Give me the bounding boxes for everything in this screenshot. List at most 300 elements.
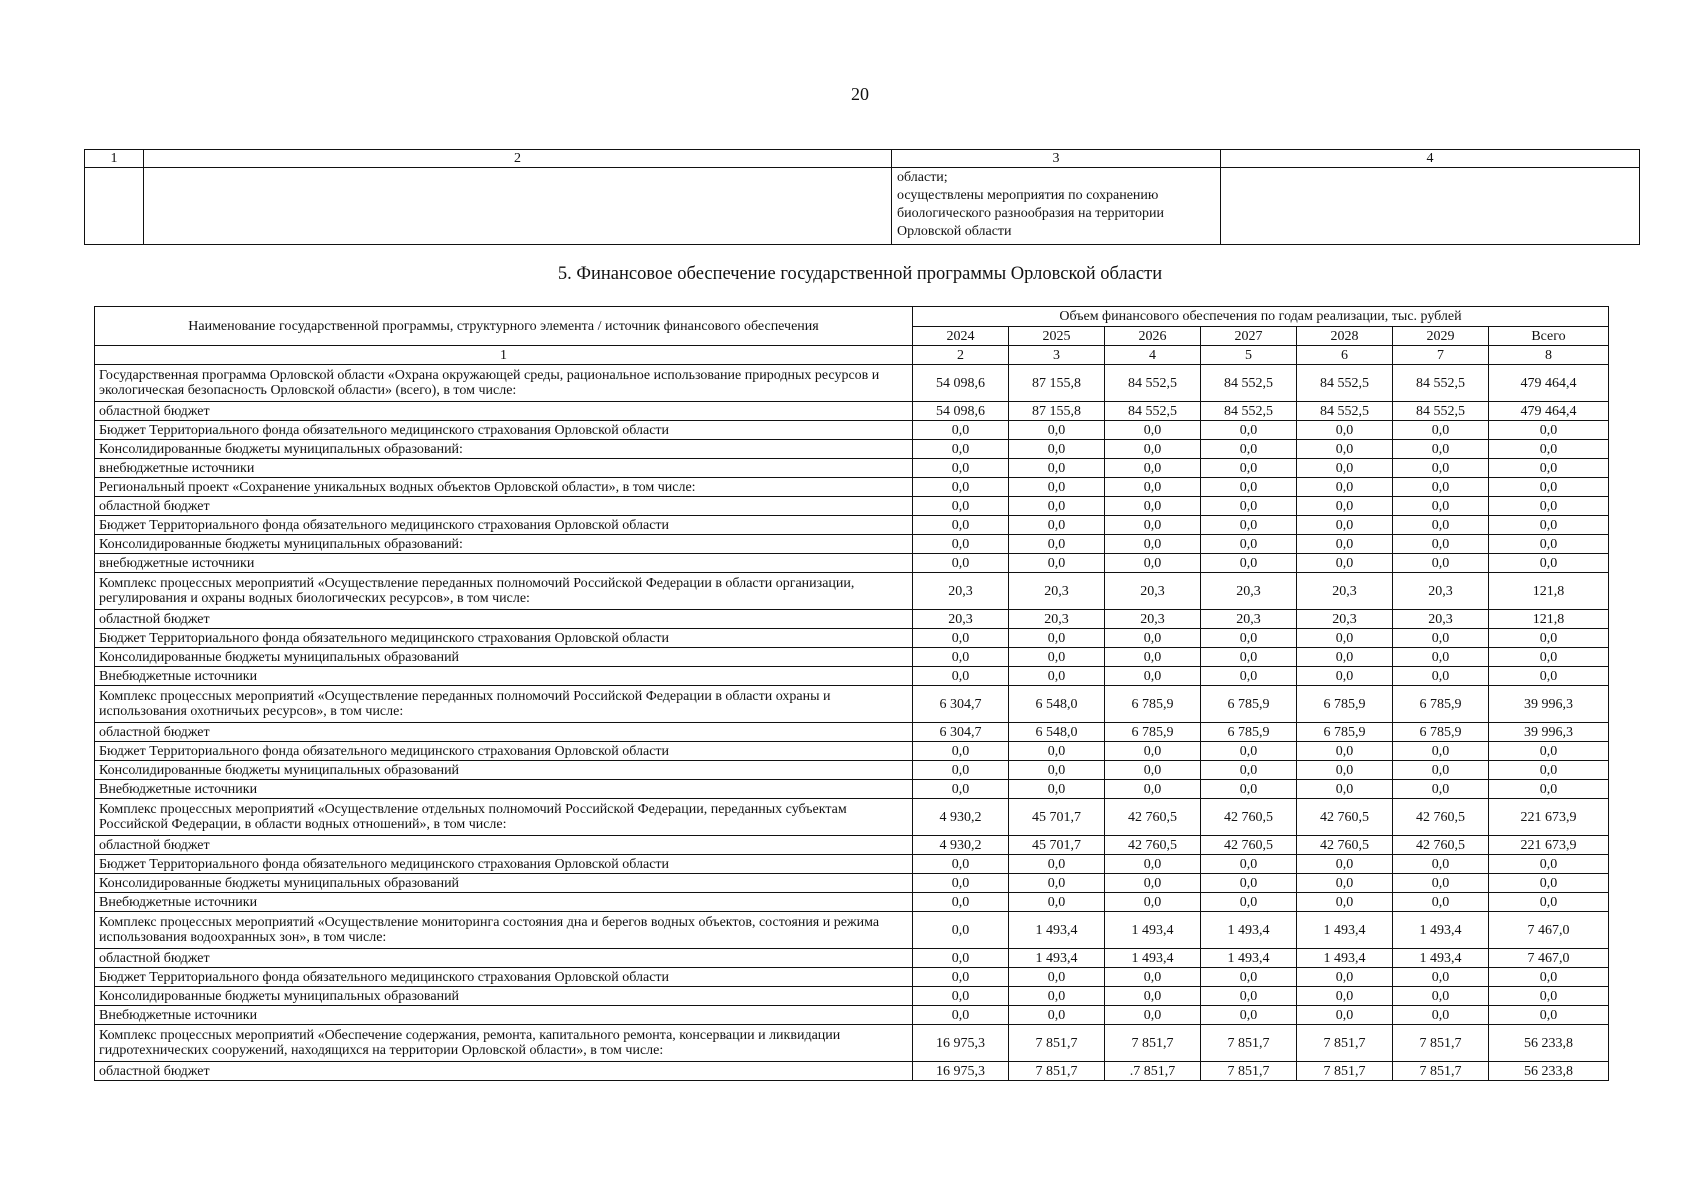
row-total-value: 0,0: [1489, 780, 1609, 799]
row-year-value: 0,0: [1201, 780, 1297, 799]
row-year-value: 0,0: [1105, 554, 1201, 573]
table-row: [95, 893, 1609, 912]
row-year-value: 0,0: [1393, 780, 1489, 799]
row-total-value: 0,0: [1489, 667, 1609, 686]
row-year-value: 0,0: [913, 535, 1009, 554]
row-year-value: 16 975,3: [913, 1062, 1009, 1081]
row-year-value: 20,3: [1201, 573, 1297, 610]
row-name: Комплекс процессных мероприятий «Осуществление мониторинга состояния дна и берегов водных объектов, состояния и режима использования водоохранных зон», в том числе:: [95, 912, 913, 949]
row-year-value: 0,0: [1393, 497, 1489, 516]
row-year-value: 0,0: [1009, 459, 1105, 478]
row-name: Бюджет Территориального фонда обязательного медицинского страхования Орловской области: [95, 968, 913, 987]
row-name: Внебюджетные источники: [95, 780, 913, 799]
row-year-value: 0,0: [1297, 497, 1393, 516]
row-year-value: 0,0: [913, 421, 1009, 440]
table-row: [95, 440, 1609, 459]
row-year-value: 0,0: [1297, 648, 1393, 667]
column-number: 4: [1105, 346, 1201, 365]
row-year-value: 0,0: [1105, 874, 1201, 893]
table-row: [95, 459, 1609, 478]
row-year-value: 0,0: [1297, 1006, 1393, 1025]
continuation-cell-4: [1221, 168, 1640, 245]
row-year-value: 7 851,7: [1297, 1025, 1393, 1062]
table-row: [95, 987, 1609, 1006]
row-total-value: 121,8: [1489, 610, 1609, 629]
row-year-value: 0,0: [1105, 497, 1201, 516]
row-year-value: 0,0: [1297, 459, 1393, 478]
row-year-value: 0,0: [1105, 667, 1201, 686]
row-year-value: 20,3: [1105, 573, 1201, 610]
table-row: [95, 1062, 1609, 1081]
row-year-value: 0,0: [913, 968, 1009, 987]
table-row: [95, 648, 1609, 667]
row-total-value: 0,0: [1489, 893, 1609, 912]
row-year-value: 6 785,9: [1201, 723, 1297, 742]
row-year-value: 20,3: [1297, 610, 1393, 629]
row-year-value: 1 493,4: [1201, 912, 1297, 949]
row-year-value: 7 851,7: [1201, 1025, 1297, 1062]
row-year-value: 6 548,0: [1009, 686, 1105, 723]
row-year-value: 0,0: [1009, 893, 1105, 912]
row-year-value: 0,0: [1105, 780, 1201, 799]
row-year-value: 0,0: [1393, 554, 1489, 573]
row-total-value: 0,0: [1489, 554, 1609, 573]
total-header: Всего: [1489, 327, 1609, 346]
table-row: [95, 874, 1609, 893]
row-year-value: 7 851,7: [1393, 1062, 1489, 1081]
row-year-value: 6 304,7: [913, 723, 1009, 742]
row-total-value: 56 233,8: [1489, 1062, 1609, 1081]
row-name: областной бюджет: [95, 836, 913, 855]
row-year-value: 0,0: [1201, 421, 1297, 440]
row-total-value: 221 673,9: [1489, 799, 1609, 836]
row-year-value: 0,0: [1393, 459, 1489, 478]
row-year-value: 20,3: [1393, 573, 1489, 610]
row-name: Комплекс процессных мероприятий «Осуществление отдельных полномочий Российской Федерации, переданных субъектам Российской Федерации, в области водных отношений», в том числе:: [95, 799, 913, 836]
row-name: Консолидированные бюджеты муниципальных образований:: [95, 440, 913, 459]
row-year-value: 1 493,4: [1105, 949, 1201, 968]
table-row: [95, 742, 1609, 761]
row-year-value: 6 785,9: [1201, 686, 1297, 723]
row-year-value: 0,0: [1201, 629, 1297, 648]
name-column-header: Наименование государственной программы, структурного элемента / источник финансового обеспечения: [95, 307, 913, 346]
row-year-value: 1 493,4: [1297, 912, 1393, 949]
row-year-value: 0,0: [1201, 535, 1297, 554]
row-total-value: 0,0: [1489, 761, 1609, 780]
row-year-value: 0,0: [1393, 987, 1489, 1006]
row-year-value: 87 155,8: [1009, 402, 1105, 421]
row-total-value: 0,0: [1489, 855, 1609, 874]
table-row: [95, 855, 1609, 874]
row-year-value: 0,0: [1009, 780, 1105, 799]
row-year-value: 0,0: [1201, 478, 1297, 497]
row-year-value: 42 760,5: [1105, 799, 1201, 836]
table-row: [95, 799, 1609, 836]
row-name: Бюджет Территориального фонда обязательного медицинского страхования Орловской области: [95, 421, 913, 440]
row-year-value: 0,0: [1105, 742, 1201, 761]
row-year-value: 0,0: [1297, 742, 1393, 761]
financing-header-row: [95, 307, 1609, 327]
row-year-value: 0,0: [1009, 874, 1105, 893]
row-year-value: 0,0: [1297, 968, 1393, 987]
row-year-value: 0,0: [913, 667, 1009, 686]
result-text-line: биологического разнообразия на территории: [897, 206, 1164, 221]
column-number: 3: [1009, 346, 1105, 365]
row-year-value: 0,0: [1393, 478, 1489, 497]
row-year-value: 0,0: [1393, 761, 1489, 780]
row-name: Комплекс процессных мероприятий «Обеспечение содержания, ремонта, капитального ремонта, консервации и ликвидации гидротехнических сооружений, находящихся на территории Орловской области», в том числе:: [95, 1025, 913, 1062]
row-year-value: 54 098,6: [913, 402, 1009, 421]
continuation-col-2-header: 2: [144, 150, 892, 168]
table-row: [95, 554, 1609, 573]
year-header: 2025: [1009, 327, 1105, 346]
row-year-value: 0,0: [1201, 440, 1297, 459]
row-name: Консолидированные бюджеты муниципальных образований: [95, 874, 913, 893]
row-year-value: 0,0: [913, 893, 1009, 912]
row-year-value: 16 975,3: [913, 1025, 1009, 1062]
row-year-value: 0,0: [1201, 968, 1297, 987]
row-year-value: 0,0: [1105, 893, 1201, 912]
row-year-value: 0,0: [1393, 742, 1489, 761]
continuation-cell-3: [892, 168, 1221, 245]
row-year-value: .7 851,7: [1105, 1062, 1201, 1081]
row-year-value: 0,0: [1009, 440, 1105, 459]
row-year-value: 84 552,5: [1393, 365, 1489, 402]
row-year-value: 0,0: [913, 761, 1009, 780]
table-row: [95, 365, 1609, 402]
section-title: 5. Финансовое обеспечение государственной программы Орловской области: [557, 264, 1163, 284]
row-year-value: 7 851,7: [1009, 1025, 1105, 1062]
financing-table-body: [95, 365, 1609, 1081]
row-year-value: 0,0: [1393, 629, 1489, 648]
table-row: [95, 761, 1609, 780]
row-year-value: 0,0: [913, 780, 1009, 799]
row-year-value: 0,0: [1201, 497, 1297, 516]
table-row: [95, 949, 1609, 968]
row-total-value: 7 467,0: [1489, 949, 1609, 968]
row-total-value: 0,0: [1489, 478, 1609, 497]
row-year-value: 45 701,7: [1009, 836, 1105, 855]
row-year-value: 20,3: [1393, 610, 1489, 629]
row-year-value: 0,0: [1105, 535, 1201, 554]
row-year-value: 0,0: [1201, 855, 1297, 874]
row-year-value: 6 785,9: [1105, 686, 1201, 723]
row-total-value: 221 673,9: [1489, 836, 1609, 855]
row-name: областной бюджет: [95, 610, 913, 629]
row-year-value: 20,3: [1009, 573, 1105, 610]
continuation-table: [84, 149, 1640, 245]
row-total-value: 0,0: [1489, 987, 1609, 1006]
row-name: Бюджет Территориального фонда обязательного медицинского страхования Орловской области: [95, 855, 913, 874]
row-year-value: 0,0: [1297, 629, 1393, 648]
page-number: 20: [851, 84, 869, 104]
row-year-value: 0,0: [1297, 874, 1393, 893]
row-year-value: 0,0: [1201, 459, 1297, 478]
row-name: областной бюджет: [95, 949, 913, 968]
row-year-value: 6 785,9: [1297, 723, 1393, 742]
row-year-value: 0,0: [913, 478, 1009, 497]
row-year-value: 0,0: [1393, 893, 1489, 912]
row-year-value: 0,0: [1009, 421, 1105, 440]
row-year-value: 0,0: [1393, 667, 1489, 686]
year-header: 2027: [1201, 327, 1297, 346]
row-year-value: 1 493,4: [1009, 912, 1105, 949]
row-year-value: 6 304,7: [913, 686, 1009, 723]
row-year-value: 0,0: [1201, 893, 1297, 912]
row-total-value: 479 464,4: [1489, 402, 1609, 421]
continuation-table-header: [85, 150, 1640, 168]
row-year-value: 0,0: [1393, 968, 1489, 987]
row-year-value: 0,0: [1297, 667, 1393, 686]
row-year-value: 45 701,7: [1009, 799, 1105, 836]
column-number: 7: [1393, 346, 1489, 365]
row-name: внебюджетные источники: [95, 459, 913, 478]
row-year-value: 0,0: [1297, 987, 1393, 1006]
row-year-value: 0,0: [913, 1006, 1009, 1025]
row-year-value: 0,0: [1009, 478, 1105, 497]
table-row: [95, 912, 1609, 949]
row-name: Консолидированные бюджеты муниципальных образований: [95, 987, 913, 1006]
row-year-value: 0,0: [1009, 648, 1105, 667]
row-year-value: 0,0: [1201, 667, 1297, 686]
row-year-value: 6 785,9: [1393, 723, 1489, 742]
row-year-value: 42 760,5: [1105, 836, 1201, 855]
table-row: [95, 1025, 1609, 1062]
row-name: Бюджет Территориального фонда обязательного медицинского страхования Орловской области: [95, 629, 913, 648]
row-year-value: 0,0: [1009, 968, 1105, 987]
year-header: 2024: [913, 327, 1009, 346]
row-year-value: 0,0: [1105, 987, 1201, 1006]
row-total-value: 0,0: [1489, 459, 1609, 478]
row-name: Внебюджетные источники: [95, 667, 913, 686]
row-year-value: 84 552,5: [1201, 402, 1297, 421]
table-row: [95, 1006, 1609, 1025]
column-number: 1: [95, 346, 913, 365]
row-name: областной бюджет: [95, 1062, 913, 1081]
row-year-value: 1 493,4: [1009, 949, 1105, 968]
row-year-value: 0,0: [1297, 855, 1393, 874]
row-year-value: 20,3: [1105, 610, 1201, 629]
row-total-value: 39 996,3: [1489, 723, 1609, 742]
row-name: Государственная программа Орловской области «Охрана окружающей среды, рациональное использование природных ресурсов и экологическая безопасность Орловской области» (всего), в том числе:: [95, 365, 913, 402]
continuation-col-3-header: 3: [892, 150, 1221, 168]
row-year-value: 0,0: [913, 554, 1009, 573]
row-year-value: 0,0: [1393, 421, 1489, 440]
row-year-value: 20,3: [913, 610, 1009, 629]
row-name: Консолидированные бюджеты муниципальных образований: [95, 648, 913, 667]
row-year-value: 0,0: [1009, 535, 1105, 554]
volume-header: Объем финансового обеспечения по годам реализации, тыс. рублей: [913, 307, 1609, 327]
row-total-value: 0,0: [1489, 535, 1609, 554]
row-year-value: 0,0: [913, 855, 1009, 874]
row-total-value: 0,0: [1489, 874, 1609, 893]
table-row: [95, 723, 1609, 742]
row-year-value: 0,0: [913, 742, 1009, 761]
row-year-value: 84 552,5: [1201, 365, 1297, 402]
row-name: Комплекс процессных мероприятий «Осуществление переданных полномочий Российской Федерации в области организации, регулирования и охраны водных биологических ресурсов», в том числе:: [95, 573, 913, 610]
row-name: Региональный проект «Сохранение уникальных водных объектов Орловской области», в том числе:: [95, 478, 913, 497]
row-year-value: 0,0: [1393, 648, 1489, 667]
row-year-value: 0,0: [1105, 516, 1201, 535]
table-row: [95, 516, 1609, 535]
continuation-col-4-header: 4: [1221, 150, 1640, 168]
result-text-line: Орловской области: [897, 224, 1012, 239]
row-year-value: 0,0: [1393, 535, 1489, 554]
table-row: [95, 421, 1609, 440]
row-year-value: 0,0: [913, 987, 1009, 1006]
year-header: 2029: [1393, 327, 1489, 346]
table-row: [95, 629, 1609, 648]
column-number: 6: [1297, 346, 1393, 365]
row-year-value: 0,0: [1105, 1006, 1201, 1025]
row-year-value: 84 552,5: [1393, 402, 1489, 421]
row-year-value: 0,0: [1201, 874, 1297, 893]
table-row: [95, 402, 1609, 421]
column-number: 8: [1489, 346, 1609, 365]
year-header: 2026: [1105, 327, 1201, 346]
row-year-value: 7 851,7: [1297, 1062, 1393, 1081]
row-year-value: 7 851,7: [1393, 1025, 1489, 1062]
result-text-line: осуществлены мероприятия по сохранению: [897, 188, 1159, 203]
row-year-value: 0,0: [1393, 855, 1489, 874]
row-year-value: 4 930,2: [913, 799, 1009, 836]
row-name: Консолидированные бюджеты муниципальных образований:: [95, 535, 913, 554]
row-name: областной бюджет: [95, 402, 913, 421]
row-year-value: 0,0: [1393, 874, 1489, 893]
row-year-value: 0,0: [1393, 440, 1489, 459]
row-year-value: 1 493,4: [1393, 912, 1489, 949]
column-number: 5: [1201, 346, 1297, 365]
row-year-value: 84 552,5: [1297, 402, 1393, 421]
row-year-value: 0,0: [1297, 421, 1393, 440]
row-year-value: 42 760,5: [1393, 799, 1489, 836]
row-year-value: 0,0: [1009, 987, 1105, 1006]
continuation-col-1-header: 1: [85, 150, 144, 168]
row-year-value: 1 493,4: [1201, 949, 1297, 968]
row-total-value: 0,0: [1489, 497, 1609, 516]
row-name: областной бюджет: [95, 723, 913, 742]
row-year-value: 0,0: [1009, 761, 1105, 780]
row-year-value: 0,0: [1201, 761, 1297, 780]
row-year-value: 42 760,5: [1393, 836, 1489, 855]
row-name: областной бюджет: [95, 497, 913, 516]
row-year-value: 42 760,5: [1297, 799, 1393, 836]
table-row: [95, 686, 1609, 723]
row-year-value: 6 785,9: [1105, 723, 1201, 742]
row-name: внебюджетные источники: [95, 554, 913, 573]
row-year-value: 0,0: [1105, 968, 1201, 987]
row-year-value: 0,0: [1297, 478, 1393, 497]
row-year-value: 0,0: [1297, 554, 1393, 573]
result-text-line: области;: [897, 170, 948, 185]
row-total-value: 0,0: [1489, 968, 1609, 987]
row-year-value: 0,0: [913, 648, 1009, 667]
row-year-value: 0,0: [1393, 516, 1489, 535]
row-year-value: 0,0: [1105, 440, 1201, 459]
row-year-value: 7 851,7: [1105, 1025, 1201, 1062]
row-year-value: 20,3: [1009, 610, 1105, 629]
row-year-value: 42 760,5: [1297, 836, 1393, 855]
table-row: [95, 497, 1609, 516]
row-year-value: 20,3: [1297, 573, 1393, 610]
row-name: Внебюджетные источники: [95, 893, 913, 912]
table-row: [95, 478, 1609, 497]
year-header: 2028: [1297, 327, 1393, 346]
row-total-value: 7 467,0: [1489, 912, 1609, 949]
row-total-value: 56 233,8: [1489, 1025, 1609, 1062]
row-year-value: 0,0: [1297, 535, 1393, 554]
row-year-value: 6 785,9: [1393, 686, 1489, 723]
row-year-value: 0,0: [1105, 478, 1201, 497]
row-year-value: 0,0: [1105, 421, 1201, 440]
row-year-value: 0,0: [1201, 1006, 1297, 1025]
row-name: Бюджет Территориального фонда обязательного медицинского страхования Орловской области: [95, 516, 913, 535]
table-row: [95, 573, 1609, 610]
row-total-value: 121,8: [1489, 573, 1609, 610]
row-name: Комплекс процессных мероприятий «Осуществление переданных полномочий Российской Федерации в области охраны и использования охотничьих ресурсов», в том числе:: [95, 686, 913, 723]
row-year-value: 54 098,6: [913, 365, 1009, 402]
row-total-value: 0,0: [1489, 629, 1609, 648]
row-year-value: 0,0: [1009, 855, 1105, 874]
row-year-value: 42 760,5: [1201, 836, 1297, 855]
row-year-value: 1 493,4: [1297, 949, 1393, 968]
row-year-value: 0,0: [1009, 742, 1105, 761]
row-total-value: 39 996,3: [1489, 686, 1609, 723]
row-year-value: 7 851,7: [1009, 1062, 1105, 1081]
continuation-table-row: [85, 168, 1640, 245]
row-year-value: 0,0: [913, 629, 1009, 648]
row-total-value: 0,0: [1489, 516, 1609, 535]
row-year-value: 0,0: [1009, 1006, 1105, 1025]
row-year-value: 0,0: [1393, 1006, 1489, 1025]
table-row: [95, 780, 1609, 799]
column-number: 2: [913, 346, 1009, 365]
row-name: Консолидированные бюджеты муниципальных образований: [95, 761, 913, 780]
continuation-cell-2: [144, 168, 892, 245]
row-year-value: 0,0: [1105, 459, 1201, 478]
row-year-value: 4 930,2: [913, 836, 1009, 855]
row-year-value: 0,0: [1105, 761, 1201, 780]
continuation-cell-1: [85, 168, 144, 245]
row-year-value: 0,0: [1297, 893, 1393, 912]
table-row: [95, 610, 1609, 629]
row-total-value: 0,0: [1489, 440, 1609, 459]
row-year-value: 0,0: [913, 440, 1009, 459]
row-name: Бюджет Территориального фонда обязательного медицинского страхования Орловской области: [95, 742, 913, 761]
row-year-value: 42 760,5: [1201, 799, 1297, 836]
row-year-value: 0,0: [913, 949, 1009, 968]
table-row: [95, 667, 1609, 686]
row-year-value: 0,0: [1201, 987, 1297, 1006]
row-year-value: 0,0: [913, 874, 1009, 893]
row-year-value: 0,0: [1105, 629, 1201, 648]
row-year-value: 0,0: [913, 459, 1009, 478]
row-total-value: 0,0: [1489, 421, 1609, 440]
row-year-value: 0,0: [1201, 742, 1297, 761]
column-numbers-row: [95, 346, 1609, 365]
table-row: [95, 836, 1609, 855]
row-year-value: 1 493,4: [1105, 912, 1201, 949]
row-year-value: 84 552,5: [1105, 402, 1201, 421]
row-year-value: 20,3: [913, 573, 1009, 610]
row-year-value: 0,0: [1009, 497, 1105, 516]
row-year-value: 0,0: [1009, 629, 1105, 648]
row-year-value: 0,0: [1297, 761, 1393, 780]
row-year-value: 7 851,7: [1201, 1062, 1297, 1081]
row-year-value: 0,0: [1009, 667, 1105, 686]
table-row: [95, 535, 1609, 554]
row-year-value: 0,0: [1105, 648, 1201, 667]
